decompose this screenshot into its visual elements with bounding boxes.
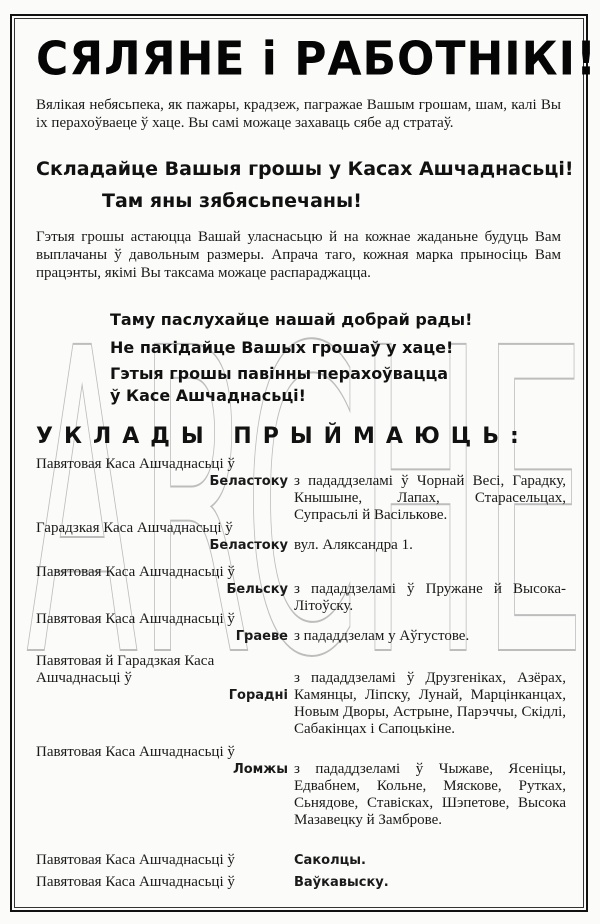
office-branches: з пададдзеламі ў Чорнай Весі, Гарадку, Кнышыне, Лапах, Старасельцах, Супрасьлі й Васількове. (294, 473, 566, 523)
office-city: Ломжы (232, 762, 288, 777)
advice-line-3: Гэтыя грошы павінны перахоўвацца (110, 364, 449, 383)
slogan-line-1: Складайце Вашыя грошы у Касах Ашчаднасьці! (36, 158, 574, 180)
office-block (36, 456, 288, 490)
office-block (36, 520, 288, 554)
office-city: Ваўкавыску. (294, 875, 389, 890)
office-branches: з пададдзелам у Аўгустове. (294, 628, 470, 644)
office-name: Павятовая Каса Ашчаднасьці ў (36, 744, 235, 760)
office-branches: вул. Аляксандра 1. (294, 537, 413, 553)
deposits-heading: УКЛАДЫ ПРЫЙМАЮЦЬ: (36, 424, 530, 449)
poster-title: СЯЛЯНЕ і РАБОТНІКІ! (36, 32, 598, 87)
svg-text:ARCHE: ARCHE (26, 261, 586, 670)
office-name: Павятовая Каса Ашчаднасьці ў (36, 456, 235, 472)
office-city: Горадні (228, 688, 288, 703)
advice-line-4: ў Касе Ашчаднасьці! (110, 386, 306, 405)
office-block (36, 852, 288, 869)
office-branches: з пададдзеламі ў Пружане й Высока-Літоўску. (294, 581, 566, 614)
ownership-paragraph: Гэтыя грошы астаюцца Вашай уласнасьцю й на кожнае жаданьне будуць Вам выплачаны ў давольным размеры. Апрача таго, кожная марка прыносіць Вам працэнты, якімі Вы таксама можаце распараджацца. (36, 229, 561, 281)
office-name: Гарадзкая Каса Ашчаднасьці ў (36, 520, 233, 536)
office-name: Павятовая Каса Ашчаднасьці ў (36, 874, 235, 890)
advice-line-2: Не пакідайце Вашых грошаў у хаце! (110, 338, 454, 357)
office-name: Павятовая Каса Ашчаднасьці ў (36, 564, 235, 580)
office-block (36, 653, 288, 704)
office-name: Павятовая Каса Ашчаднасьці ў (36, 611, 235, 627)
office-city: Саколцы. (294, 853, 366, 868)
office-block (36, 744, 288, 778)
office-branches: з пададдзеламі ў Друзгеніках, Азёрах, Камянцы, Ліпску, Лунай, Марцінканцах, Новым Дворы, Астрыне, Парэччы, Скідлі, Сабакінцах і Сапоцькіне. (294, 670, 566, 737)
office-block (36, 564, 288, 598)
office-name: Павятовая Каса Ашчаднасьці ў (36, 852, 235, 868)
office-city: Беластоку (209, 474, 288, 489)
office-branches: з пададдзеламі ў Чыжаве, Ясеніцы, Едвабнем, Кольне, Мяскове, Рутках, Сьнядове, Ставісках, Шэпетове, Высока Мазавецку й Замброве. (294, 761, 566, 828)
office-name: Павятовая й Гарадзкая Каса Ашчаднасьці ў (36, 653, 215, 686)
office-city: Бельску (226, 582, 288, 597)
advice-line-1: Таму паслухайце нашай добрай рады! (110, 310, 473, 329)
office-block (36, 611, 288, 645)
slogan-line-2: Там яны зябясьпечаны! (102, 190, 362, 212)
office-block (36, 874, 288, 891)
office-city: Граеве (235, 629, 288, 644)
intro-paragraph: Вялікая небясьпека, як пажары, крадзеж, пагражае Вашым грошам, шам, калі Вы іх перахоўваеце ў хаце. Вы самі можаце захаваць сябе ад стратаў. (36, 97, 561, 131)
office-city: Беластоку (209, 538, 288, 553)
